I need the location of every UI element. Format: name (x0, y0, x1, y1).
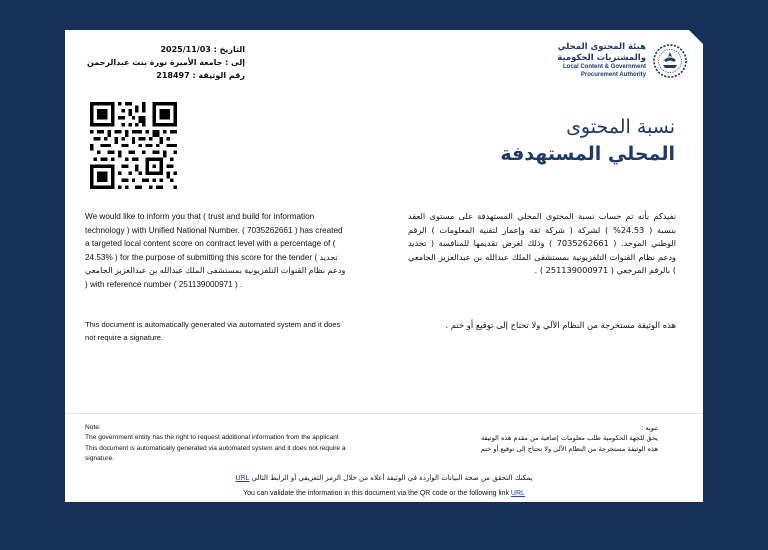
verify-arabic-text: يمكنك التحقق من صحة البيانات الواردة في الوثيقة أعلاه من خلال الرمز التعريفي أو الرابط التالي (251, 474, 533, 482)
footer-arabic-line1: يحق للجهة الحكومية طلب معلومات إضافية من مقدم هذه الوثيقة (480, 434, 658, 443)
document-number-row (85, 69, 245, 82)
date-value: 2025/11/03 (160, 45, 211, 54)
body-english-part1: We would like to inform you that ( trust and build for information technology ) with Unified National Number. ( 7035262661 ) has created a targeted local content score on contract level with a percentage of ( 24.53% ) for the purpose of submitting this score for the tender ( (85, 212, 343, 262)
body-english (85, 210, 347, 292)
document-page (65, 30, 703, 502)
date-label: التاريخ : (213, 45, 245, 54)
body-english-tender-name: تجديد ودعم نظام القنوات التلفزيونية بمستشفى الملك عبدالله بن عبدالعزيز الجامعي (85, 252, 346, 276)
title-line2: المحلي المستهدفة (500, 143, 675, 165)
recipient-label: إلى : (225, 58, 245, 67)
footer-english-line1: The government entity has the right to request additional information from the applicant (85, 434, 339, 442)
authority-logo (557, 42, 688, 79)
document-title (435, 114, 675, 168)
logo-english-line1: Local Content & Government (562, 64, 646, 70)
footer-english (85, 423, 375, 464)
logo-arabic-line2: والمشتريات الحكومية (557, 53, 646, 63)
verify-arabic (65, 474, 703, 482)
note-english: This document is automatically generated via automated system and it does not require a signature. (85, 320, 341, 342)
header-info (85, 43, 245, 82)
recipient-value: جامعة الأميرة نورة بنت عبدالرحمن (87, 58, 223, 67)
date-row (85, 43, 245, 56)
verify-english (65, 490, 703, 497)
page-corner-fold (689, 30, 703, 44)
title-line1: نسبة المحتوى (566, 116, 675, 138)
footer-arabic (418, 423, 658, 454)
footer-arabic-line2: هذه الوثيقة مستخرجة من النظام الآلي ولا تحتاج إلى توقيع أو ختم (480, 444, 658, 453)
note-arabic: هذه الوثيقة مستخرجة من النظام الآلي ولا تحتاج إلى توقيع أو ختم . (445, 320, 676, 330)
logo-arabic-line1: هيئة المحتوى المحلي (557, 42, 646, 52)
verify-english-text: You can validate the information in this document via the QR code or the following link (243, 490, 509, 497)
logo-english-line2: Procurement Authority (580, 71, 646, 78)
qr-code-icon[interactable] (90, 102, 177, 189)
footer-english-line2: This document is automatically generated via automated system and it does not require a signature. (85, 444, 346, 462)
lcgpa-emblem-icon (652, 43, 688, 79)
body-english-part2: ) with reference number ( 251139000971 ) . (85, 279, 243, 289)
verify-english-url-link[interactable]: URL (510, 490, 525, 497)
logo-text (557, 42, 646, 79)
verify-arabic-url-link[interactable]: URL (235, 474, 250, 482)
footer-arabic-title: تنويه : (641, 424, 658, 432)
recipient-row (85, 56, 245, 69)
document-number-label: رقم الوثيقة : (192, 71, 245, 80)
footer-english-title: Note: (85, 424, 101, 431)
footer-divider (65, 413, 703, 414)
body-arabic: نفيدكم بأنه تم حساب نسبة المحتوى المحلي المستهدفة على مستوى العقد بنسبة ( 24.53% ) لشركة ( شركة ثقة وإعمار لتقنية المعلومات ) الرقم الوطني الموحد. ( 7035262661 ) وذلك لغرض تقديمها للمنافسة ( تجديد ودعم نظام القنوات التلفزيونية بمستشفى الملك عبدالله بن عبدالعزيز الجامعي ) بالرقم المرجعي ( 251139000971 ) . (408, 211, 676, 276)
document-number-value: 218497 (156, 71, 190, 80)
